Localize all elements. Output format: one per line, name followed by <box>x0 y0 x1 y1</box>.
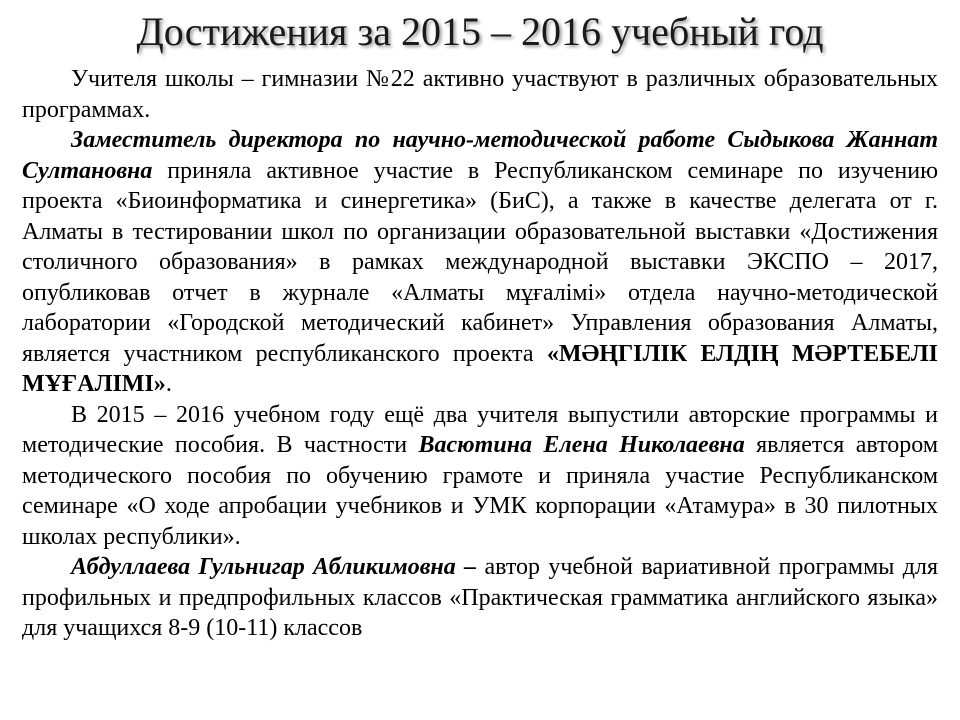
deputy-director-name: Заместитель директора по научно-методической работе Сыдыкова Жаннат Султановна <box>22 127 938 184</box>
abdullaeva-text: автор учебной вариативной программы для профильных и предпрофильных классов «Практическая грамматика английского языка» для учащихся 8-9 (10-11) классов <box>22 554 938 641</box>
paragraph-intro-text: Учителя школы – гимназии №22 активно участвуют в различных образовательных программах. <box>22 66 938 123</box>
paragraph-deputy-director <box>22 125 938 400</box>
author-programs-text: В 2015 – 2016 учебном году ещё два учителя выпустили авторские программы и методические пособия. В частности <box>22 401 938 458</box>
deputy-director-text-end: . <box>165 371 172 397</box>
teacher-name-abdullaeva: Абдуллаева Гульнигар Абликимовна – <box>71 554 477 580</box>
paragraph-abdullaeva <box>22 552 938 644</box>
paragraph-intro <box>22 64 938 125</box>
teacher-name-vasyutina: Васютина Елена Николаевна <box>418 432 745 458</box>
author-programs-text-end: является автором методического пособия по обучению грамоте и приняла участие Республиканском семинаре «О ходе апробации учебников и УМК корпорации «Атамура» в 30 пилотных школах республики». <box>22 432 938 550</box>
paragraph-author-programs <box>22 400 938 553</box>
page-title: Достижения за 2015 – 2016 учебный год <box>136 9 824 54</box>
deputy-director-text: приняла активное участие в Республиканском семинаре по изучению проекта «Биоинформатика и синергетика» (БиС), а также в качестве делегата от г. Алматы в тестировании школ по организации образовательной выставки «Достижения столичного образования» в рамках международной выставки ЭКСПО – 2017, опубликовав отчет в журнале «Алматы мұғалімі» отдела научно-методической лаборатории «Городской методический кабинет» Управления образования Алматы, является участником республиканского проекта <box>22 157 938 367</box>
project-name: «МӘҢГІЛІК ЕЛДІҢ МӘРТЕБЕЛІ МҰҒАЛІМІ» <box>22 340 939 397</box>
document-body <box>22 64 938 644</box>
